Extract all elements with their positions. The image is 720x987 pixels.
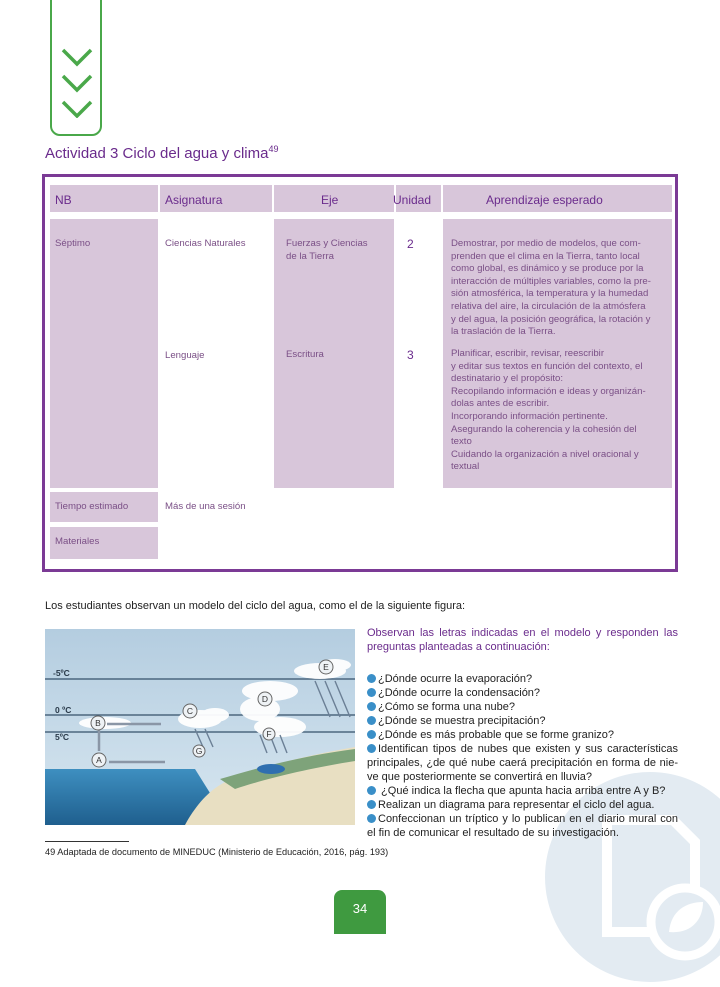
question-item: ¿Cómo se forma una nube? xyxy=(367,700,678,714)
bullet-icon xyxy=(367,744,376,753)
section-tab xyxy=(50,0,102,136)
question-item: ¿Dónde se muestra precipitación? xyxy=(367,714,678,728)
chevrons-down-icon xyxy=(60,48,94,118)
header-eje: Eje xyxy=(321,193,339,207)
header-aprendizaje: Aprendizaje esperado xyxy=(486,193,603,207)
tiempo-value: Más de una sesión xyxy=(165,501,246,512)
water-cycle-figure xyxy=(45,629,355,825)
letter-b: B xyxy=(95,718,101,728)
row2-unidad: 3 xyxy=(407,348,414,362)
tiempo-label: Tiempo estimado xyxy=(55,501,129,512)
bullet-icon xyxy=(367,730,376,739)
footnote: 49 Adaptada de documento de MINEDUC (Ministerio de Educación, 2016, pág. 193) xyxy=(45,847,389,857)
row2-asignatura: Lenguaje xyxy=(165,350,205,361)
materiales-label: Materiales xyxy=(55,536,100,547)
activity-title: Actividad 3 Ciclo del agua y clima$^{49}$ xyxy=(45,144,279,162)
question-item: ¿Qué indica la flecha que apunta hacia arriba entre A y B? xyxy=(367,784,678,798)
row1-aprendizaje: Demostrar, por medio de modelos, que com- prenden que el clima en la Tierra, tanto local como global, es dinámico y se produce por la interacción de múltiples variables, como la pre- sión atmosférica, la temperatura y la humedad relativa del aire, la circulación de la atmósfera y del agua, la posición geográfica, la rotación y la traslación de la Tierra. xyxy=(451,238,651,338)
letter-a: A xyxy=(96,755,102,765)
letter-c: C xyxy=(186,706,194,716)
questions-list xyxy=(367,672,678,840)
question-item: Identifican tipos de nubes que existen y sus características principales, ¿de qué nube caerá precipitación en forma de nie-ve que posteriormente se convertirá en lluvia? xyxy=(367,743,678,783)
header-unidad: Unidad xyxy=(393,193,432,207)
page-number: 34 xyxy=(334,890,386,934)
question-item: ¿Dónde ocurre la evaporación? xyxy=(367,672,678,686)
bullet-icon xyxy=(367,716,376,725)
bullet-icon xyxy=(367,800,376,809)
bullet-icon xyxy=(367,688,376,697)
nb-cell xyxy=(50,219,158,488)
bullet-icon xyxy=(367,674,376,683)
row2-aprendizaje: Planificar, escribir, revisar, reescribir y editar sus textos en función del contexto, el destinatario y el propósito: Recopilando información e ideas y organizán- dolas antes de escribir. Incorporando información pertinente. Asegurando la coherencia y la cohesión del texto Cuidando la organización a nivel oracional y textual xyxy=(451,348,646,473)
question-item: ¿Dónde es más probable que se forme granizo? xyxy=(367,728,678,742)
header-asignatura: Asignatura xyxy=(165,193,223,207)
row2-eje: Escritura xyxy=(286,349,324,360)
nb-value: Séptimo xyxy=(55,238,91,249)
bullet-icon xyxy=(367,786,376,795)
letter-d: D xyxy=(261,694,269,704)
question-item: ¿Dónde ocurre la condensación? xyxy=(367,686,678,700)
header-nb: NB xyxy=(55,193,72,207)
questions-intro: Observan las letras indicadas en el modelo y responden las preguntas planteadas a continuación: xyxy=(367,627,678,653)
row1-eje: Fuerzas y Ciencias de la Tierra xyxy=(286,238,368,262)
level-0: 0 ºC xyxy=(55,705,72,715)
row1-unidad: 2 xyxy=(407,237,414,251)
lake xyxy=(257,764,285,774)
question-item: Confeccionan un tríptico y lo publican en el diario mural con el fin de comunicar el resultado de su investigación. xyxy=(367,813,678,839)
letter-g: G xyxy=(195,746,203,756)
level-minus5: -5ºC xyxy=(53,668,70,678)
bullet-icon xyxy=(367,702,376,711)
bullet-icon xyxy=(367,814,376,823)
question-item: Realizan un diagrama para representar el ciclo del agua. xyxy=(367,798,678,812)
intro-text: Los estudiantes observan un modelo del ciclo del agua, como el de la siguiente figura: xyxy=(45,600,466,612)
letter-e: E xyxy=(323,662,329,672)
row1-asignatura: Ciencias Naturales xyxy=(165,238,246,249)
level-5: 5ºC xyxy=(55,732,69,742)
footnote-divider xyxy=(45,841,129,842)
letter-f: F xyxy=(266,729,272,739)
